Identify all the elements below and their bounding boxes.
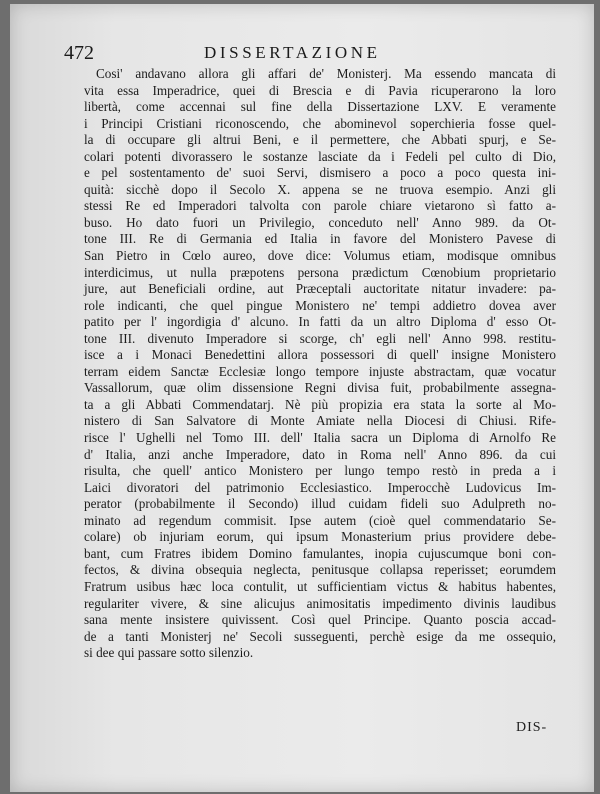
text-line: fectos, & divina obsequia neglecta, penitusque collapsa reperisset; eorumdem bbox=[84, 562, 556, 578]
text-line: risce l' Ughelli nel Tomo III. dell' Italia sacra un Diploma di Arnolfo Re bbox=[84, 430, 556, 446]
text-line: de a tanti Monisterj ne' Secoli susseguenti, perchè esige da me ossequio, bbox=[84, 628, 556, 644]
catchword: DIS- bbox=[516, 720, 548, 735]
text-line: Fratrum usibus hæc loca contulit, ut sufficientiam victus & habitus habentes, bbox=[84, 578, 556, 594]
text-line: colari potenti divorassero le sostanze lasciate da i Fedeli pel culto di Dio, bbox=[84, 148, 556, 164]
text-line: libertà, come accennai sul fine della Dissertazione LXV. E veramente bbox=[84, 99, 556, 115]
text-line: d' Italia, anzi anche Imperadore, dato in Roma nell' Anno 896. da cui bbox=[84, 446, 556, 462]
text-line: Cosi' andavano allora gli affari de' Monisterj. Ma essendo mancata di bbox=[96, 66, 556, 81]
text-line: ta a gli Abbati Commendatarj. Nè più propizia era stata la sorte al Mo- bbox=[84, 396, 556, 412]
page-header bbox=[64, 42, 550, 68]
text-line: stessi Re ed Imperadori talvolta con parole chiare vietarono sì fatto a- bbox=[84, 198, 556, 214]
text-line: jure, aut Beneficiali ordine, aut Præceptali auctoritate nitatur invadere: pa- bbox=[84, 281, 556, 297]
text-line: si dee qui passare sotto silenzio. bbox=[84, 645, 254, 661]
text-line: Vassallorum, quæ olim dissensione Regni divisa fuit, probabilmente assegna- bbox=[84, 380, 556, 396]
book-page bbox=[10, 4, 594, 792]
text-line: la di occupare gli altrui Beni, e il permettere, che Abbati spurj, e Se- bbox=[84, 132, 556, 148]
text-line: isce a i Monaci Benedettini allora possessori di quell' insigne Monistero bbox=[84, 347, 556, 363]
text-line: Laici divoratori del patrimonio Ecclesiastico. Imperocchè Ludovicus Im- bbox=[84, 479, 556, 495]
page-number: 472 bbox=[64, 42, 94, 64]
text-line: buso. Ho dato fuori un Privilegio, conceduto nell' Anno 989. da Ot- bbox=[84, 214, 556, 230]
text-line: tone III. divenuto Imperadore si scorge, ch' egli nell' Anno 998. restitu- bbox=[84, 330, 556, 346]
text-line: tone III. Re di Germania ed Italia in favore del Monistero Pavese di bbox=[84, 231, 556, 247]
text-line: minato ad regendum commisit. Ipse autem (cioè quel commendatario Se- bbox=[84, 512, 556, 528]
text-line: e pel sostentamento de' suoi Servi, dismisero a poco a poco questa ini- bbox=[84, 165, 556, 181]
text-line: terram eidem Sanctæ Ecclesiæ longo tempore injuste abstractam, quæ vocatur bbox=[84, 363, 556, 379]
body-text bbox=[84, 66, 556, 662]
text-line: i Principi Cristiani riconoscendo, che abominevol soperchieria fosse quel- bbox=[84, 115, 556, 131]
text-line: sana mente insistere quivissent. Così quel Principe. Quanto poscia accad- bbox=[84, 612, 556, 628]
text-line: risulta, che quell' antico Monistero per lungo tempo restò in preda a i bbox=[84, 463, 556, 479]
text-line: bant, cum Fratres ibidem Domino famulantes, inopia cujuscumque boni con- bbox=[84, 545, 556, 561]
text-line: regulariter vivere, & sine alicujus animositatis impedimento divinis laudibus bbox=[84, 595, 556, 611]
text-line: quità: sicchè dopo il Secolo X. appena se ne truova esempio. Anzi gli bbox=[84, 181, 556, 197]
running-head: DISSERTAZIONE bbox=[204, 43, 381, 62]
text-line: interdicimus, ut nulla præpotens persona prædictum Cœnobium proprietario bbox=[84, 264, 556, 280]
text-line: San Pietro in Cœlo aureo, dove dice: Volumus etiam, modisque omnibus bbox=[84, 248, 556, 264]
text-line: nistero di San Salvatore di Monte Amiate nella Diocesi di Chiusi. Rife- bbox=[84, 413, 556, 429]
text-line: perator (probabilmente il Secondo) illud cuidam fideli suo Adulpreth no- bbox=[84, 496, 556, 512]
text-line: vita essa Imperadrice, quei di Brescia e di Pavia ricuperarono la loro bbox=[84, 82, 556, 98]
text-line: patito per l' ingordigia d' alcuno. In fatti da un altro Diploma d' esso Ot- bbox=[84, 314, 556, 330]
text-line: role indicanti, che quel pingue Monistero ne' tempi addietro dovea aver bbox=[84, 297, 556, 313]
text-line: colare) ob injuriam eorum, qui ipsum Monasterium prius providere debe- bbox=[84, 529, 556, 545]
